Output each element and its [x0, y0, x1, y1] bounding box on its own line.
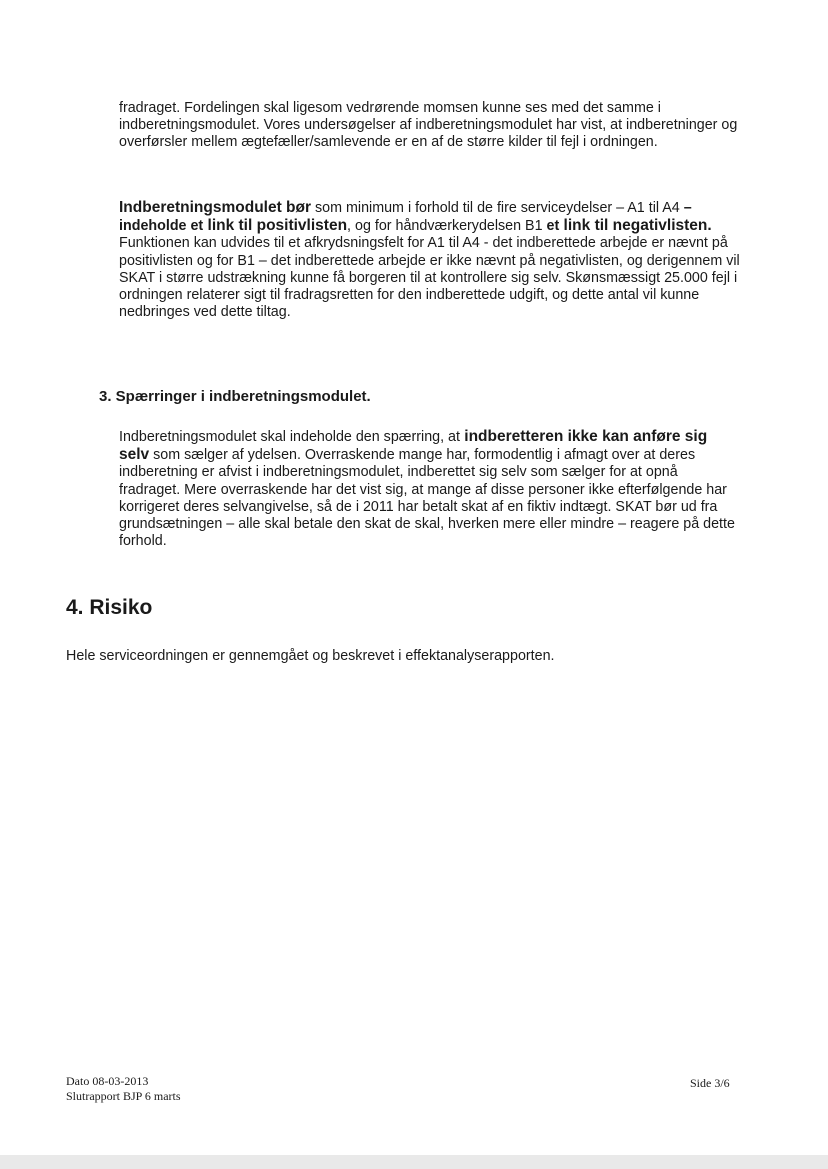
page-bottom-edge: [0, 1155, 828, 1169]
page-number: Side 3/6: [690, 1076, 730, 1090]
text-run: som minimum i forhold til de fire serviceydelser – A1 til A4: [311, 200, 684, 216]
paragraph-distribution: [119, 100, 741, 152]
paragraph-text: fradraget. Fordelingen skal ligesom vedrørende momsen kunne ses med det samme i indberetningsmodulet. Vores undersøgelser af indberetningsmodulet har vist, at indberetninger og overførsler mellem ægtefæller/samlevende er en af de større kilder til fejl i ordningen.: [119, 100, 738, 151]
text-run: som sælger af ydelsen. Overraskende mange har, formodentlig i afmagt over at deres indberetning er afvist i indberetningsmodulet, indberettet sig selv som sælger for at opnå fradraget. Mere overraskende har det vist sig, at mange af disse personer ikke efterfølgende har korrigeret deres selvangivelse, så de i 2011 har betalt skat af en fiktiv indtægt. SKAT bør ud fra grundsætningen – alle skal betale den skat de skal, hverken mere eller mindre – reagere på dette forhold.: [119, 447, 735, 550]
text-run: , og for håndværkerydelsen B1: [347, 218, 547, 235]
section-heading-4: 4. Risiko: [66, 596, 153, 619]
paragraph-restrictions: [119, 428, 741, 550]
footer-report-name: Slutrapport BJP 6 marts: [66, 1089, 181, 1103]
paragraph-reporting-module: [119, 199, 741, 321]
bold-phrase: link til negativlisten.: [559, 217, 712, 235]
bold-phrase: Indberetningsmodulet bør: [119, 199, 312, 216]
paragraph-risk: Hele serviceordningen er gennemgået og beskrevet i effektanalyserapporten.: [66, 648, 555, 664]
text-run: Funktionen kan udvides til et afkrydsningsfelt for A1 til A4 - det indberettede arbejde er nævnt på positivlisten og for B1 – det indberettede arbejde er ikke nævnt på negativlisten, og derigennem vil SKAT i større udstrækning kunne få borgeren til at kontrollere sig selv. Skønsmæssigt 25.000 fejl i ordningen relaterer sigt til fradragsretten for den indberettede udgift, og dette antal vil kunne nedbringes ved dette tiltag.: [119, 235, 740, 321]
section-heading-3: 3. Spærringer i indberetningsmodulet.: [99, 388, 371, 405]
bold-phrase: link til positivlisten: [203, 217, 348, 235]
paragraph-body: [119, 428, 741, 550]
footer-date: Dato 08-03-2013: [66, 1074, 149, 1088]
bold-phrase: – indeholde et: [119, 200, 692, 235]
bold-phrase: indberetteren ikke kan anføre sig selv: [119, 428, 708, 464]
text-run: Indberetningsmodulet skal indeholde den spærring, at: [119, 429, 460, 445]
paragraph-body: [119, 199, 741, 321]
footer-meta: [66, 1074, 181, 1104]
bold-phrase: et: [546, 218, 560, 235]
